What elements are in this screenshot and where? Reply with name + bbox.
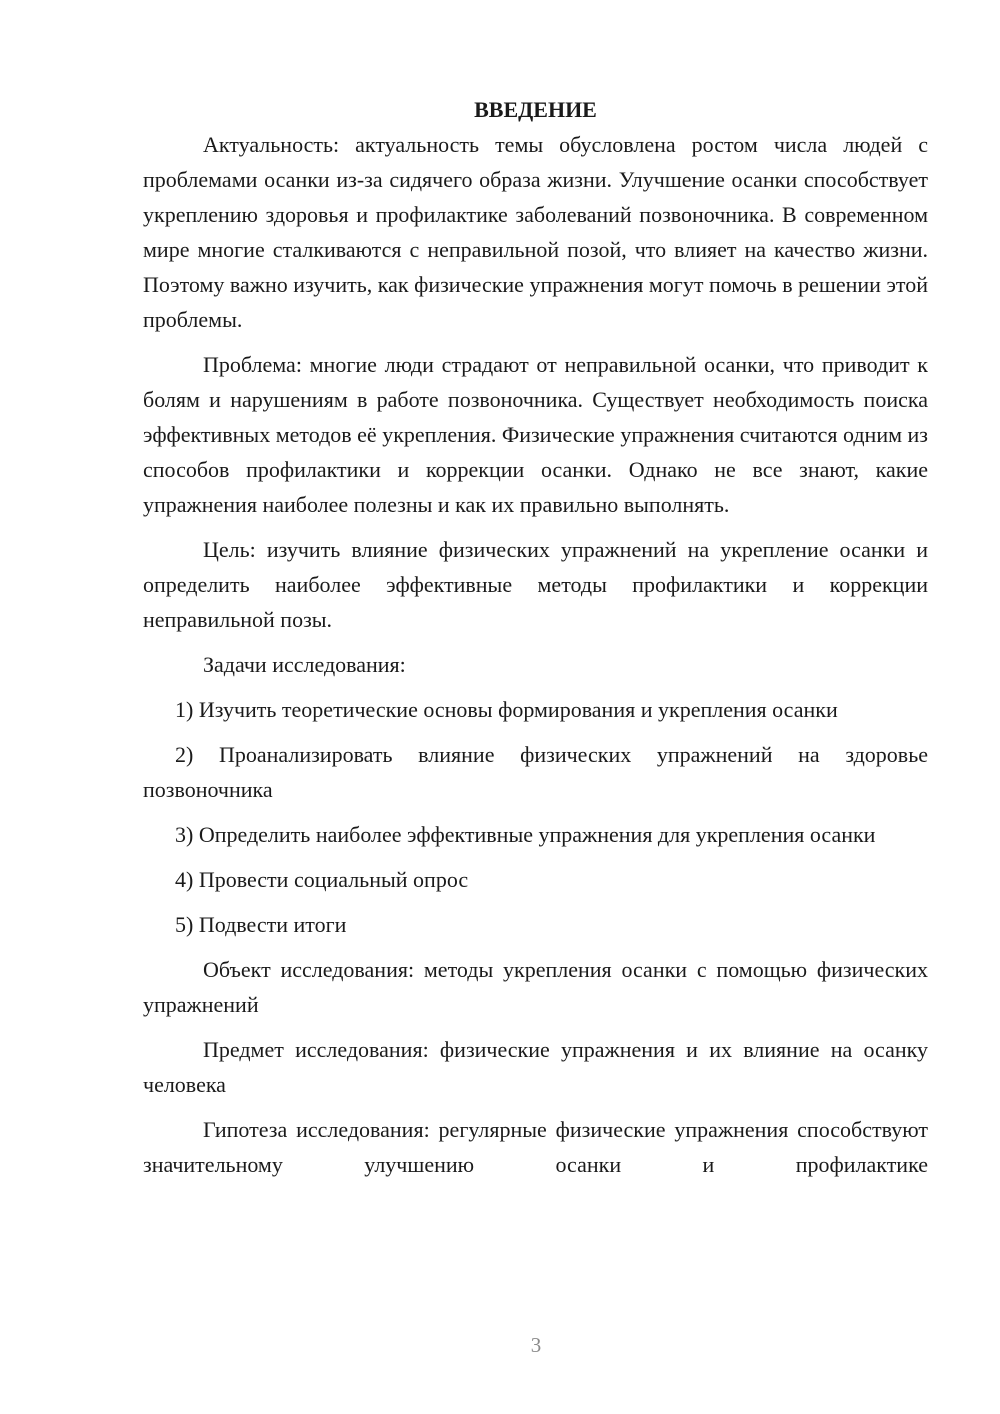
tasks-heading: Задачи исследования: — [203, 652, 406, 677]
paragraph-relevance: Актуальность: актуальность темы обусловлена ростом числа людей с проблемами осанки из-за сидячего образа жизни. Улучшение осанки способствует укреплению здоровья и профилактике заболеваний позвоночника. В современном мире многие сталкиваются с неправильной позой, что влияет на качество жизни. Поэтому важно изучить, как физические упражнения могут помочь в решении этой проблемы. — [143, 132, 928, 332]
document-page — [143, 92, 928, 1192]
task-item: 3) Определить наиболее эффективные упражнения для укрепления осанки — [175, 822, 876, 847]
paragraph-goal: Цель: изучить влияние физических упражнений на укрепление осанки и определить наиболее эффективные методы профилактики и коррекции неправильной позы. — [143, 537, 928, 632]
task-item: 4) Провести социальный опрос — [175, 867, 469, 892]
paragraph-hypothesis: Гипотеза исследования: регулярные физические упражнения способствуют значительному улучшению осанки и профилактике — [143, 1117, 928, 1177]
task-item: 5) Подвести итоги — [175, 912, 347, 937]
task-item: 1) Изучить теоретические основы формирования и укрепления осанки — [175, 697, 838, 722]
paragraph-problem: Проблема: многие люди страдают от неправильной осанки, что приводит к болям и нарушениям в работе позвоночника. Существует необходимость поиска эффективных методов её укрепления. Физические упражнения считаются одним из способов профилактики и коррекции осанки. Однако не все знают, какие упражнения наиболее полезны и как их правильно выполнять. — [143, 352, 928, 517]
page-number: 3 — [530, 1333, 542, 1357]
paragraph-object: Объект исследования: методы укрепления осанки с помощью физических упражнений — [143, 957, 928, 1017]
task-item: 2) Проанализировать влияние физических упражнений на здоровье позвоночника — [143, 742, 928, 802]
document-title: ВВЕДЕНИЕ — [474, 97, 597, 122]
paragraph-subject: Предмет исследования: физические упражнения и их влияние на осанку человека — [143, 1037, 928, 1097]
